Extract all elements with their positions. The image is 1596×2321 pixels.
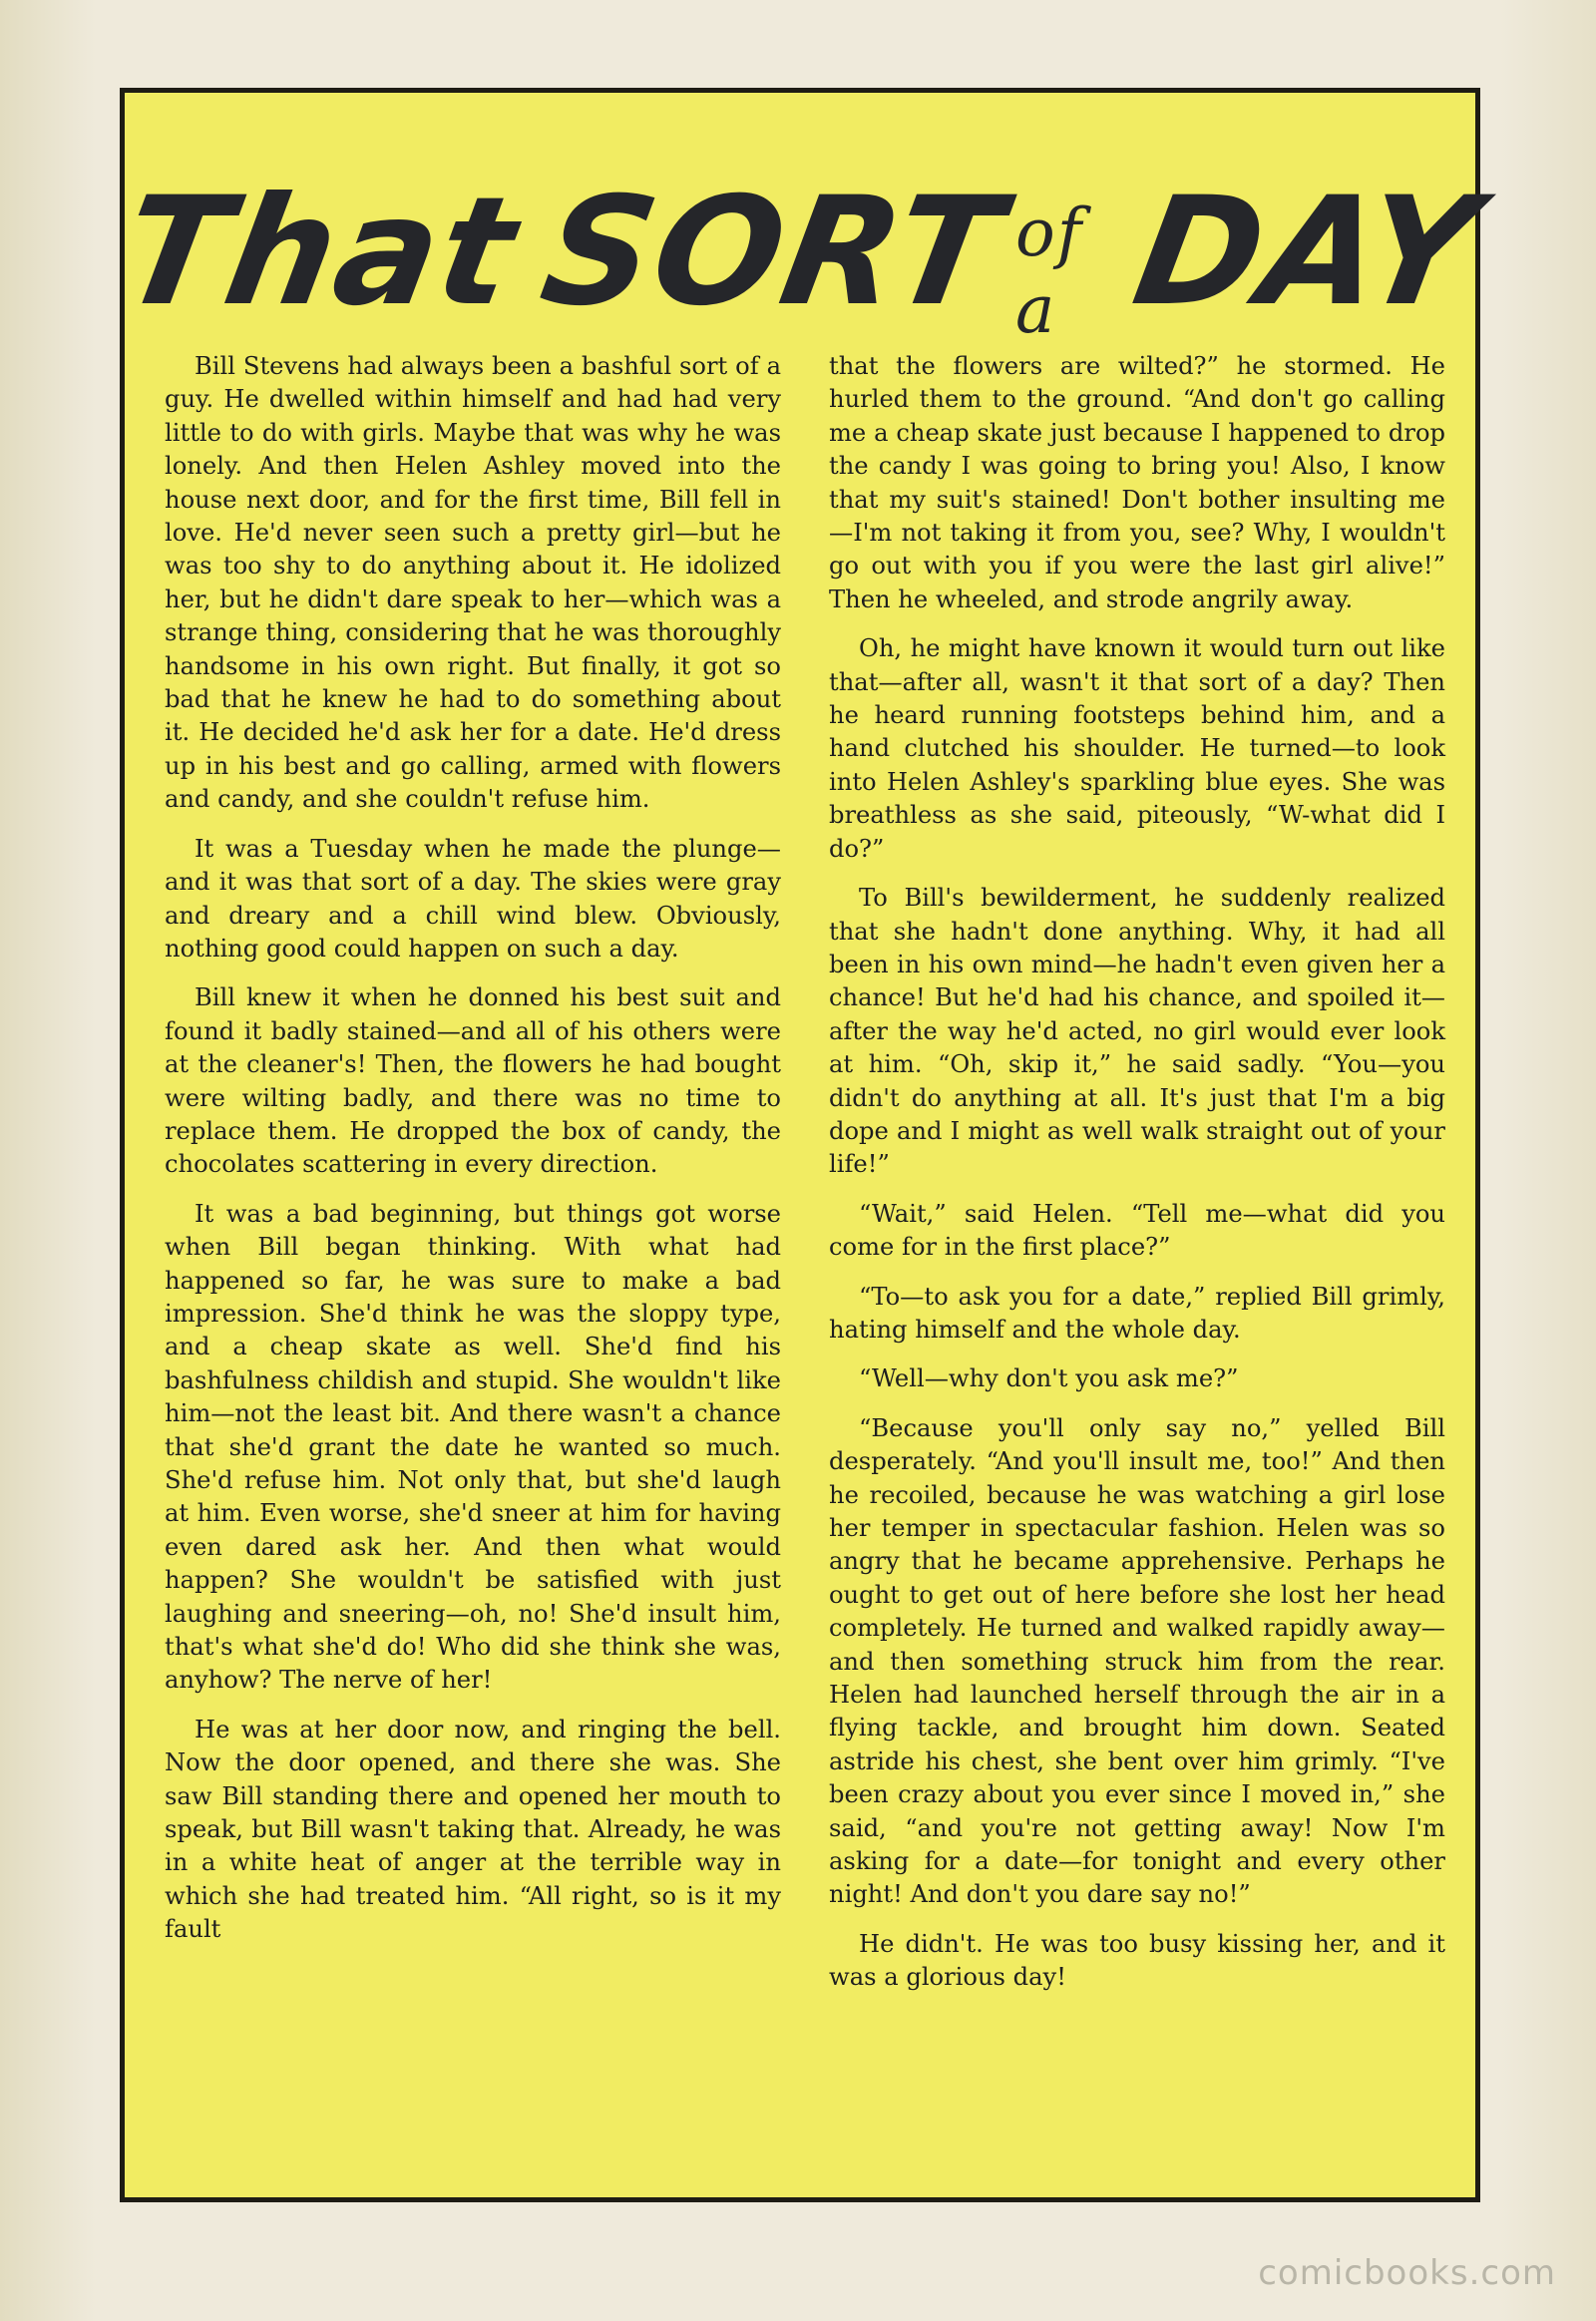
story-title [109,133,1491,372]
watermark: comicbooks.com [1258,2253,1556,2293]
paragraph: Oh, he might have known it would turn out like that—after all, wasn't it that sort of a day? Then he heard running footsteps behind him, and a hand clutched his shoulder. He turned—to look into Helen Ashley's sparkling blue eyes. She was breathless as she said, piteously, “W-what did I do?” [829,634,1445,863]
paragraph: He didn't. He was too busy kissing her, and it was a glorious day! [829,1929,1445,1992]
paragraph: “To—to ask you for a date,” replied Bill grimly, hating himself and the whole day. [829,1282,1445,1344]
paragraph: “Wait,” said Helen. “Tell me—what did you come for in the first place?” [829,1199,1445,1262]
text-columns [165,350,1445,2185]
paragraph: It was a bad beginning, but things got worse when Bill began thinking. With what had happened so far, he was sure to make a bad impression. She'd think he was the sloppy type, and a cheap skate as well. She'd find his bashfulness childish and stupid. She wouldn't like him—not the least bit. And there wasn't a chance that she'd grant the date he wanted so much. She'd refuse him. Not only that, but she'd laugh at him. Even worse, she'd sneer at him for having even dared ask her. And then what would happen? She wouldn't be satisfied with just laughing and sneering—oh, no! She'd insult him, that's what she'd do! Who did she think she was, anyhow? The nerve of her! [165,1199,781,1695]
paragraph: It was a Tuesday when he made the plunge—and it was that sort of a day. The skies were gray and dreary and a chill wind blew. Obviously, nothing good could happen on such a day. [165,834,781,963]
story-panel [109,88,1491,2202]
paragraph: Bill Stevens had always been a bashful sort of a guy. He dwelled within himself and had had very little to do with girls. Maybe that was why he was lonely. And then Helen Ashley moved into the house next door, and for the first time, Bill fell in love. He'd never seen such a pretty girl—but he was too shy to do anything about it. He idolized her, but he didn't dare speak to her—which was a strange thing, considering that he was thoroughly handsome in his own right. But finally, it got so bad that he knew he had to do something about it. He decided he'd ask her for a date. He'd dress up in his best and go calling, armed with flowers and candy, and she couldn't refuse him. [165,352,781,814]
paragraph: To Bill's bewilderment, he suddenly realized that she hadn't done anything. Why, it had all been in his own mind—he hadn't even given her a chance! But he'd had his chance, and spoiled it—after the way he'd acted, no girl would ever look at him. “Oh, skip it,” he said sadly. “You—you didn't do anything at all. It's just that I'm a big dope and I might as well walk straight out of your life!” [829,884,1445,1179]
paragraph: He was at her door now, and ringing the bell. Now the door opened, and there she was. She saw Bill standing there and opened her mouth to speak, but Bill wasn't taking that. Already, he was in a white heat of anger at the terrible way in which she had treated him. “All right, so is it my fault [165,1715,781,1944]
title-word-day: DAY [1122,166,1491,339]
title-word-that: That [109,166,530,339]
title-word-sort: SORT [530,166,1015,339]
paragraph: Bill knew it when he donned his best suit and found it badly stained—and all of his others were at the cleaner's! Then, the flowers he had bought were wilting badly, and there was no time to replace them. He dropped the box of candy, the chocolates scattering in every direction. [165,983,781,1179]
right-column [829,350,1445,2185]
paragraph: “Well—why don't you ask me?” [859,1364,1239,1393]
paragraph: that the flowers are wilted?” he stormed. He hurled them to the ground. “And don't go calling me a cheap skate just because I happened to drop the candy I was going to bring you! Also, I know that my suit's stained! Don't bother insulting me—I'm not taking it from you, see? Why, I wouldn't go out with you if you were the last girl alive!” Then he wheeled, and strode angrily away. [829,352,1445,613]
left-column [165,350,781,2185]
paragraph: “Because you'll only say no,” yelled Bill desperately. “And you'll insult me, too!” And then he recoiled, because he was watching a girl lose her temper in spectacular fashion. Helen was so angry that he became apprehensive. Perhaps he ought to get out of here before she lost her head completely. He turned and walked rapidly away—and then something struck him from the rear. Helen had launched herself through the air in a flying tackle, and brought him down. Seated astride his chest, she bent over him grimly. “I've been crazy about you ever since I moved in,” she said, “and you're not getting away! Now I'm asking for a date—for tonight and every other night! And don't you dare say no!” [829,1413,1445,1909]
title-word-of-a: of a [1014,194,1084,348]
